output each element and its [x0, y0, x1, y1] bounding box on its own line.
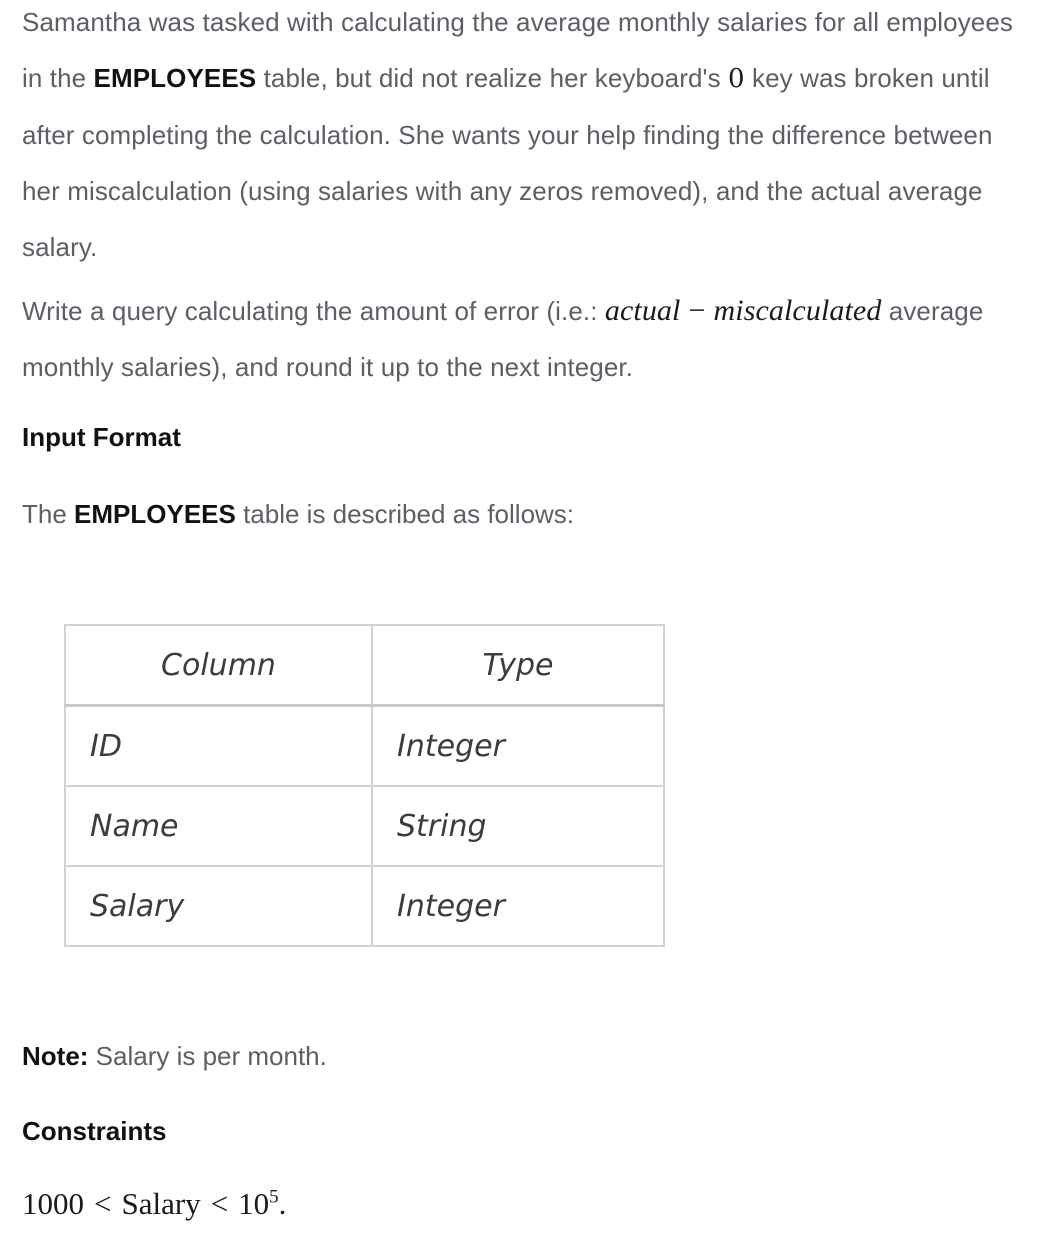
p2-text-2: average monthly salaries), and round it up to the next integer. — [22, 296, 984, 382]
table-header-row — [65, 625, 664, 706]
input-format-description — [22, 496, 574, 532]
p1-text-3: key was broken until after completing the calculation. She wants your help finding the difference between her miscalculation (using salaries with any zeros removed), and the actual average salary. — [22, 63, 993, 262]
header-type: Type — [372, 625, 664, 706]
math-actual: actual — [604, 294, 681, 327]
constraint-base: 10 — [238, 1186, 270, 1221]
problem-paragraph-1 — [22, 0, 1026, 275]
math-minus: − — [688, 294, 706, 327]
cell-column: ID — [65, 706, 372, 787]
p1-text-1: Samantha was tasked with calculating the average monthly salaries for all employees in the — [22, 7, 1014, 93]
desc-prefix: The — [22, 499, 75, 529]
table-row — [65, 786, 664, 866]
desc-suffix: table is described as follows: — [235, 499, 575, 529]
constraint-end: . — [278, 1186, 287, 1221]
employees-schema-table — [64, 624, 665, 947]
constraint-lt-1: < — [94, 1186, 112, 1221]
cell-column: Name — [65, 786, 372, 866]
cell-type: Integer — [372, 866, 664, 946]
table-row — [65, 866, 664, 946]
constraint-lower: 1000 — [22, 1186, 84, 1221]
constraint-exp: 5 — [269, 1186, 279, 1208]
cell-type: Integer — [372, 706, 664, 787]
note-label: Note: — [22, 1041, 89, 1071]
header-column: Column — [65, 625, 372, 706]
note — [22, 1038, 327, 1074]
p1-text-2: table, but did not realize her keyboard's — [256, 63, 729, 93]
desc-table-name: EMPLOYEES — [74, 499, 236, 529]
problem-paragraph-2 — [22, 283, 1026, 395]
cell-type: String — [372, 786, 664, 866]
constraints-heading: Constraints — [22, 1116, 167, 1146]
zero-key-symbol: 0 — [728, 64, 745, 94]
salary-constraint — [22, 1186, 286, 1222]
note-text: Salary is per month. — [88, 1041, 327, 1071]
p2-text-1: Write a query calculating the amount of error (i.e.: — [22, 296, 605, 326]
cell-column: Salary — [65, 866, 372, 946]
table-row — [65, 706, 664, 787]
input-format-heading: Input Format — [22, 422, 181, 452]
employees-table-name: EMPLOYEES — [93, 63, 257, 93]
constraint-lt-2: < — [210, 1186, 229, 1221]
math-miscalculated: miscalculated — [713, 294, 882, 327]
constraint-var: Salary — [121, 1186, 201, 1221]
